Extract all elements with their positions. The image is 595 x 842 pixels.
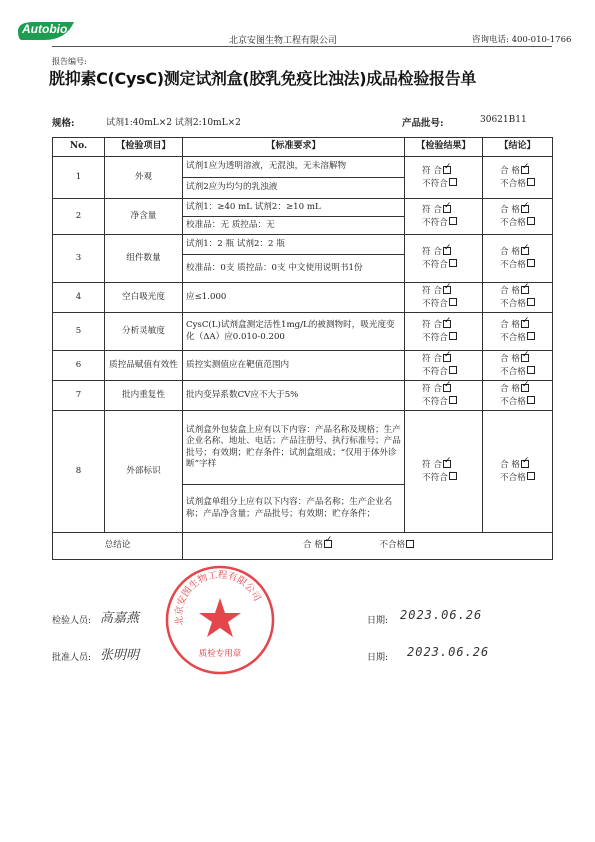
approver-label: 批准人员: bbox=[52, 653, 92, 663]
result-pass-label: 符 合 bbox=[422, 320, 442, 331]
result-fail-label: 不符合 bbox=[422, 332, 448, 343]
table-row bbox=[53, 381, 553, 411]
row-conclusion bbox=[483, 411, 553, 533]
row-requirement: 批内变异系数CV应不大于5% bbox=[183, 381, 405, 411]
conclusion-pass-label: 合 格 bbox=[500, 384, 520, 395]
checkbox-icon bbox=[449, 396, 457, 404]
row-item: 批内重复性 bbox=[105, 381, 183, 411]
row-no: 8 bbox=[53, 411, 105, 533]
approver-signature: 张明明 bbox=[100, 648, 140, 663]
header-no: No. bbox=[53, 138, 105, 157]
row-no: 5 bbox=[53, 313, 105, 351]
overall-fail-label: 不合格 bbox=[379, 540, 406, 551]
checkbox-icon bbox=[449, 472, 457, 480]
check-icon bbox=[521, 286, 529, 294]
spec-label: 规格: bbox=[52, 118, 75, 129]
inspection-table bbox=[52, 137, 553, 560]
overall-row bbox=[53, 533, 553, 560]
overall-label: 总结论 bbox=[53, 533, 183, 560]
result-fail-label: 不符合 bbox=[422, 178, 448, 189]
checkbox-icon bbox=[527, 366, 535, 374]
row-item: 质控品赋值有效性 bbox=[105, 351, 183, 381]
result-pass-label: 符 合 bbox=[422, 460, 442, 471]
check-icon bbox=[443, 384, 451, 392]
row-result bbox=[405, 351, 483, 381]
row-no: 1 bbox=[53, 157, 105, 199]
check-icon bbox=[324, 540, 332, 548]
result-pass-label: 符 合 bbox=[422, 384, 442, 395]
overall-conclusion bbox=[183, 533, 553, 560]
result-fail-label: 不符合 bbox=[422, 259, 448, 270]
check-icon bbox=[521, 320, 529, 328]
table-row bbox=[53, 351, 553, 381]
header-conclusion: 【结论】 bbox=[483, 138, 553, 157]
row-requirement: 试剂盒外包装盒上应有以下内容：产品名称及规格；生产企业名称、地址、电话；产品注册号、执行标准号；产品批号；有效期；贮存条件；试剂盒组成；“仅用于体外诊断”字样 bbox=[183, 411, 405, 485]
result-fail-label: 不符合 bbox=[422, 472, 448, 483]
check-icon bbox=[443, 205, 451, 213]
conclusion-pass-label: 合 格 bbox=[500, 166, 520, 177]
row-no: 6 bbox=[53, 351, 105, 381]
result-fail-label: 不符合 bbox=[422, 396, 448, 407]
check-icon bbox=[521, 247, 529, 255]
inspector-label: 检验人员: bbox=[52, 616, 92, 626]
check-icon bbox=[443, 247, 451, 255]
conclusion-fail-label: 不合格 bbox=[500, 332, 526, 343]
check-icon bbox=[521, 384, 529, 392]
conclusion-pass-label: 合 格 bbox=[500, 354, 520, 365]
row-requirement: 校准品：无 质控品：无 bbox=[183, 217, 405, 235]
report-number-label: 报告编号: bbox=[52, 57, 87, 66]
seal-subtext: 质检专用章 bbox=[198, 649, 242, 659]
row-conclusion bbox=[483, 381, 553, 411]
row-item: 组件数量 bbox=[105, 235, 183, 283]
logo-text: Autobio bbox=[22, 22, 68, 36]
checkbox-icon bbox=[449, 366, 457, 374]
result-pass-label: 符 合 bbox=[422, 166, 442, 177]
result-pass-label: 符 合 bbox=[422, 286, 442, 297]
checkbox-icon bbox=[527, 259, 535, 267]
inspection-date: 2023.06.26 bbox=[400, 608, 483, 622]
row-result bbox=[405, 283, 483, 313]
conclusion-fail-label: 不合格 bbox=[500, 472, 526, 483]
row-result bbox=[405, 199, 483, 235]
conclusion-fail-label: 不合格 bbox=[500, 396, 526, 407]
conclusion-fail-label: 不合格 bbox=[500, 217, 526, 228]
header-item: 【检验项目】 bbox=[105, 138, 183, 157]
row-requirement: CysC(L)试剂盒测定活性1mg/L的被测物时，吸光度变化（ΔA）应0.010-0.200 bbox=[183, 313, 405, 351]
checkbox-icon bbox=[449, 178, 457, 186]
result-fail-label: 不符合 bbox=[422, 366, 448, 377]
row-requirement: 试剂1：≥40 mL 试剂2：≥10 mL bbox=[183, 199, 405, 217]
checkbox-icon bbox=[527, 178, 535, 186]
check-icon bbox=[521, 166, 529, 174]
checkbox-icon bbox=[449, 298, 457, 306]
row-requirement: 试剂2应为均匀的乳浊液 bbox=[183, 178, 405, 199]
check-icon bbox=[521, 460, 529, 468]
phone-number: 咨询电话: 400-010-1766 bbox=[472, 35, 572, 45]
row-conclusion bbox=[483, 283, 553, 313]
row-requirement: 试剂盒单组分上应有以下内容：产品名称；生产企业名称；产品净含量；产品批号；有效期；贮存条件； bbox=[183, 485, 405, 533]
checkbox-icon bbox=[406, 540, 414, 548]
checkbox-icon bbox=[449, 332, 457, 340]
result-fail-label: 不符合 bbox=[422, 298, 448, 309]
approval-date-label: 日期: bbox=[367, 653, 389, 663]
table-row bbox=[53, 411, 553, 485]
row-item: 净含量 bbox=[105, 199, 183, 235]
row-result bbox=[405, 313, 483, 351]
checkbox-icon bbox=[449, 259, 457, 267]
checkbox-icon bbox=[527, 217, 535, 225]
lot-label: 产品批号: bbox=[402, 118, 444, 129]
row-result bbox=[405, 411, 483, 533]
row-conclusion bbox=[483, 235, 553, 283]
check-icon bbox=[521, 354, 529, 362]
row-conclusion bbox=[483, 199, 553, 235]
table-row bbox=[53, 157, 553, 178]
check-icon bbox=[443, 460, 451, 468]
lot-value: 30621B11 bbox=[480, 115, 527, 125]
inspection-date-label: 日期: bbox=[367, 616, 389, 626]
row-conclusion bbox=[483, 157, 553, 199]
checkbox-icon bbox=[527, 332, 535, 340]
row-no: 2 bbox=[53, 199, 105, 235]
check-icon bbox=[443, 286, 451, 294]
checkbox-icon bbox=[527, 298, 535, 306]
conclusion-fail-label: 不合格 bbox=[500, 259, 526, 270]
row-requirement: 试剂1应为透明溶液，无混浊，无未溶解物 bbox=[183, 157, 405, 178]
row-no: 3 bbox=[53, 235, 105, 283]
row-requirement: 校准品：0支 质控品：0支 中文使用说明书1份 bbox=[183, 255, 405, 283]
row-requirement: 质控实测值应在靶值范围内 bbox=[183, 351, 405, 381]
row-result bbox=[405, 235, 483, 283]
row-conclusion bbox=[483, 313, 553, 351]
spec-value: 试剂1:40mL×2 试剂2:10mL×2 bbox=[106, 118, 241, 128]
inspector-signature: 高嘉燕 bbox=[100, 611, 140, 626]
row-no: 7 bbox=[53, 381, 105, 411]
header-divider bbox=[52, 46, 552, 47]
conclusion-pass-label: 合 格 bbox=[500, 247, 520, 258]
row-item: 空白吸光度 bbox=[105, 283, 183, 313]
result-pass-label: 符 合 bbox=[422, 247, 442, 258]
conclusion-pass-label: 合 格 bbox=[500, 320, 520, 331]
table-row bbox=[53, 313, 553, 351]
check-icon bbox=[443, 166, 451, 174]
checkbox-icon bbox=[527, 396, 535, 404]
row-item: 外部标识 bbox=[105, 411, 183, 533]
row-requirement: 应≤1.000 bbox=[183, 283, 405, 313]
row-conclusion bbox=[483, 351, 553, 381]
conclusion-fail-label: 不合格 bbox=[500, 178, 526, 189]
header-requirement: 【标准要求】 bbox=[183, 138, 405, 157]
row-requirement: 试剂1：2 瓶 试剂2：2 瓶 bbox=[183, 235, 405, 255]
table-row bbox=[53, 283, 553, 313]
report-title: 胱抑素C(CysC)测定试剂盒(胶乳免疫比浊法)成品检验报告单 bbox=[49, 69, 477, 88]
header-result: 【检验结果】 bbox=[405, 138, 483, 157]
checkbox-icon bbox=[449, 217, 457, 225]
conclusion-pass-label: 合 格 bbox=[500, 286, 520, 297]
approval-date: 2023.06.26 bbox=[407, 645, 490, 659]
check-icon bbox=[443, 354, 451, 362]
row-no: 4 bbox=[53, 283, 105, 313]
conclusion-pass-label: 合 格 bbox=[500, 205, 520, 216]
quality-seal bbox=[164, 564, 276, 676]
row-item: 分析灵敏度 bbox=[105, 313, 183, 351]
company-name: 北京安图生物工程有限公司 bbox=[229, 36, 338, 46]
result-pass-label: 符 合 bbox=[422, 354, 442, 365]
row-result bbox=[405, 157, 483, 199]
result-pass-label: 符 合 bbox=[422, 205, 442, 216]
check-icon bbox=[443, 320, 451, 328]
table-row bbox=[53, 199, 553, 217]
table-header-row bbox=[53, 138, 553, 157]
conclusion-fail-label: 不合格 bbox=[500, 298, 526, 309]
result-fail-label: 不符合 bbox=[422, 217, 448, 228]
conclusion-fail-label: 不合格 bbox=[500, 366, 526, 377]
overall-pass-label: 合 格 bbox=[303, 540, 323, 551]
row-result bbox=[405, 381, 483, 411]
check-icon bbox=[521, 205, 529, 213]
row-item: 外观 bbox=[105, 157, 183, 199]
seal-text: 北京安图生物工程有限公司 bbox=[173, 569, 263, 627]
table-row bbox=[53, 235, 553, 255]
conclusion-pass-label: 合 格 bbox=[500, 460, 520, 471]
checkbox-icon bbox=[527, 472, 535, 480]
